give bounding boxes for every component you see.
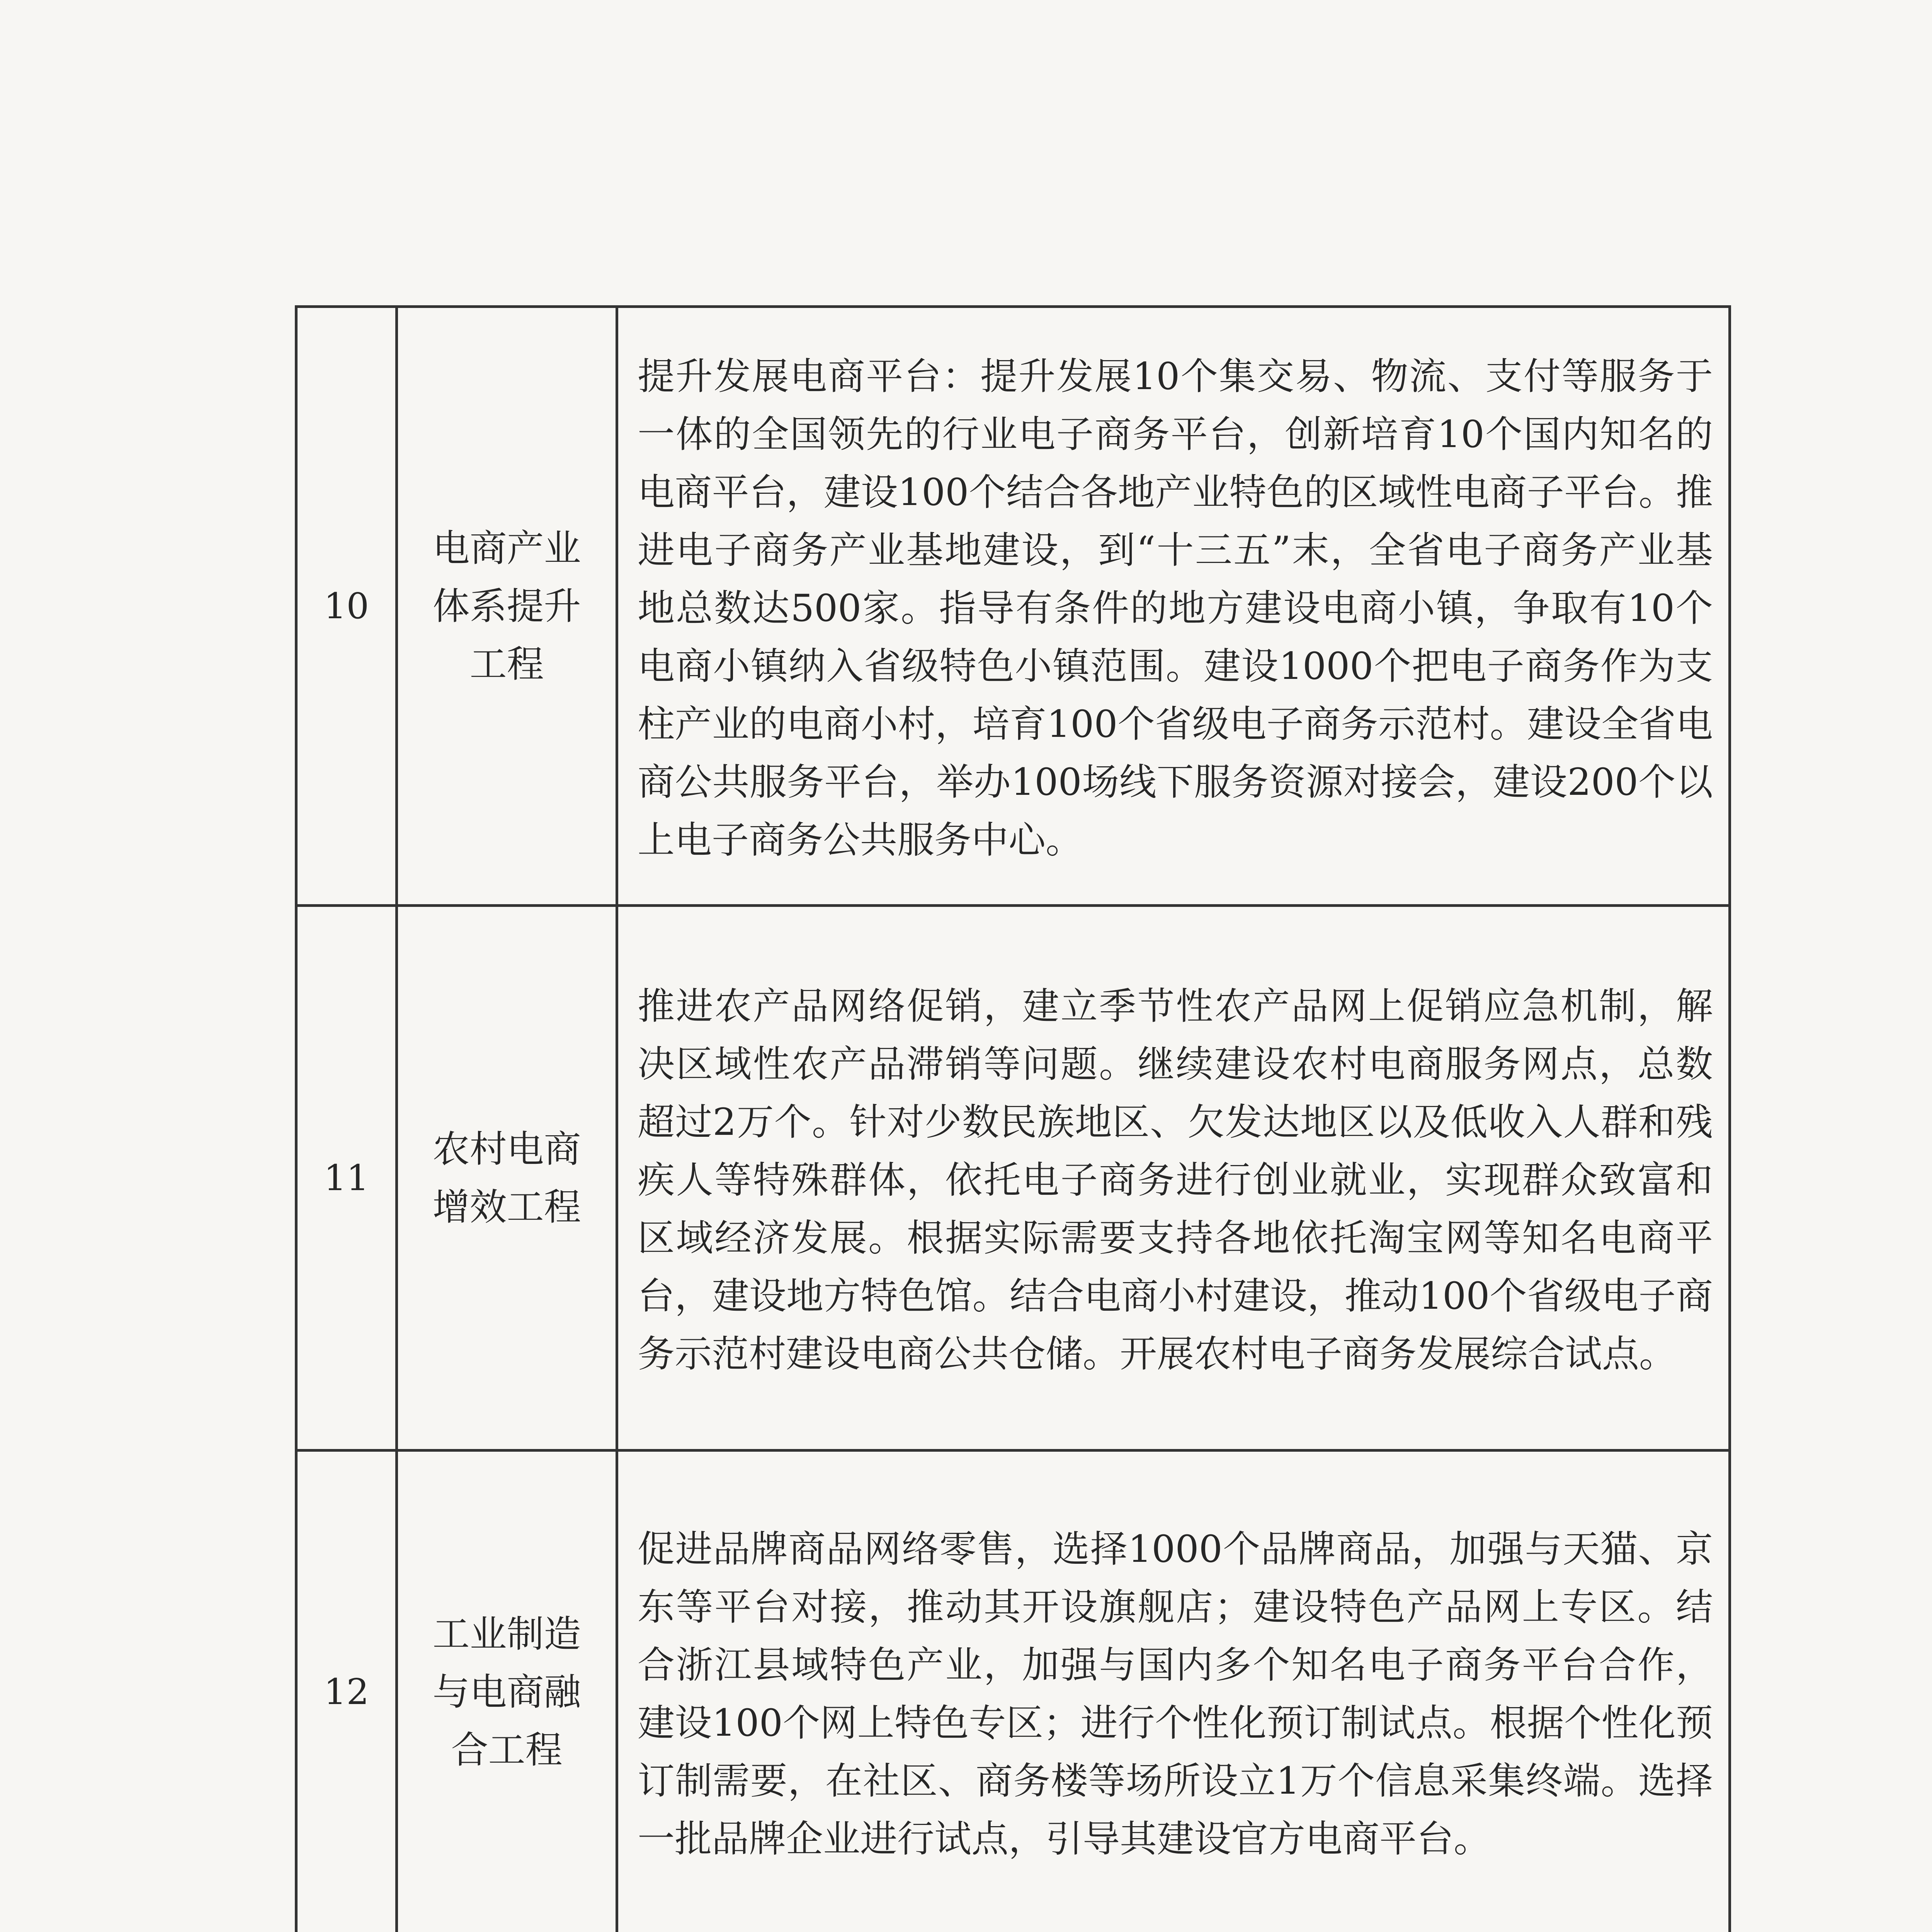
project-name: 工业制造与电商融合工程 (432, 1612, 581, 1772)
project-name: 电商产业体系提升工程 (432, 526, 581, 686)
project-name-cell (397, 307, 617, 906)
project-name-cell (397, 906, 617, 1451)
table-row (296, 307, 1730, 906)
project-name-cell (397, 1451, 617, 1932)
table-row (296, 906, 1730, 1451)
row-number: 12 (296, 1451, 397, 1932)
project-description: 提升发展电商平台：提升发展10个集交易、物流、支付等服务于一体的全国领先的行业电子商务平台，创新培育10个国内知名的电商平台，建设100个结合各地产业特色的区域性电商子平台。推进电子商务产业基地建设，到“十三五”末，全省电子商务产业基地总数达500家。指导有条件的地方建设电商小镇，争取有10个电商小镇纳入省级特色小镇范围。建设1000个把电子商务作为支柱产业的电商小村，培育100个省级电子商务示范村。建设全省电商公共服务平台，举办100场线下服务资源对接会，建设200个以上电子商务公共服务中心。 (617, 307, 1730, 906)
project-name: 农村电商增效工程 (432, 1127, 581, 1229)
table-row (296, 1451, 1730, 1932)
projects-table (295, 305, 1731, 1932)
project-description: 促进品牌商品网络零售，选择1000个品牌商品，加强与天猫、京东等平台对接，推动其开设旗舰店；建设特色产品网上专区。结合浙江县域特色产业，加强与国内多个知名电子商务平台合作，建设100个网上特色专区；进行个性化预订制试点。根据个性化预订制需要，在社区、商务楼等场所设立1万个信息采集终端。选择一批品牌企业进行试点，引导其建设官方电商平台。 (617, 1451, 1730, 1932)
row-number: 10 (296, 307, 397, 906)
row-number: 11 (296, 906, 397, 1451)
project-description: 推进农产品网络促销，建立季节性农产品网上促销应急机制，解决区域性农产品滞销等问题。继续建设农村电商服务网点，总数超过2万个。针对少数民族地区、欠发达地区以及低收入人群和残疾人等特殊群体，依托电子商务进行创业就业，实现群众致富和区域经济发展。根据实际需要支持各地依托淘宝网等知名电商平台，建设地方特色馆。结合电商小村建设，推动100个省级电子商务示范村建设电商公共仓储。开展农村电子商务发展综合试点。 (617, 906, 1730, 1451)
